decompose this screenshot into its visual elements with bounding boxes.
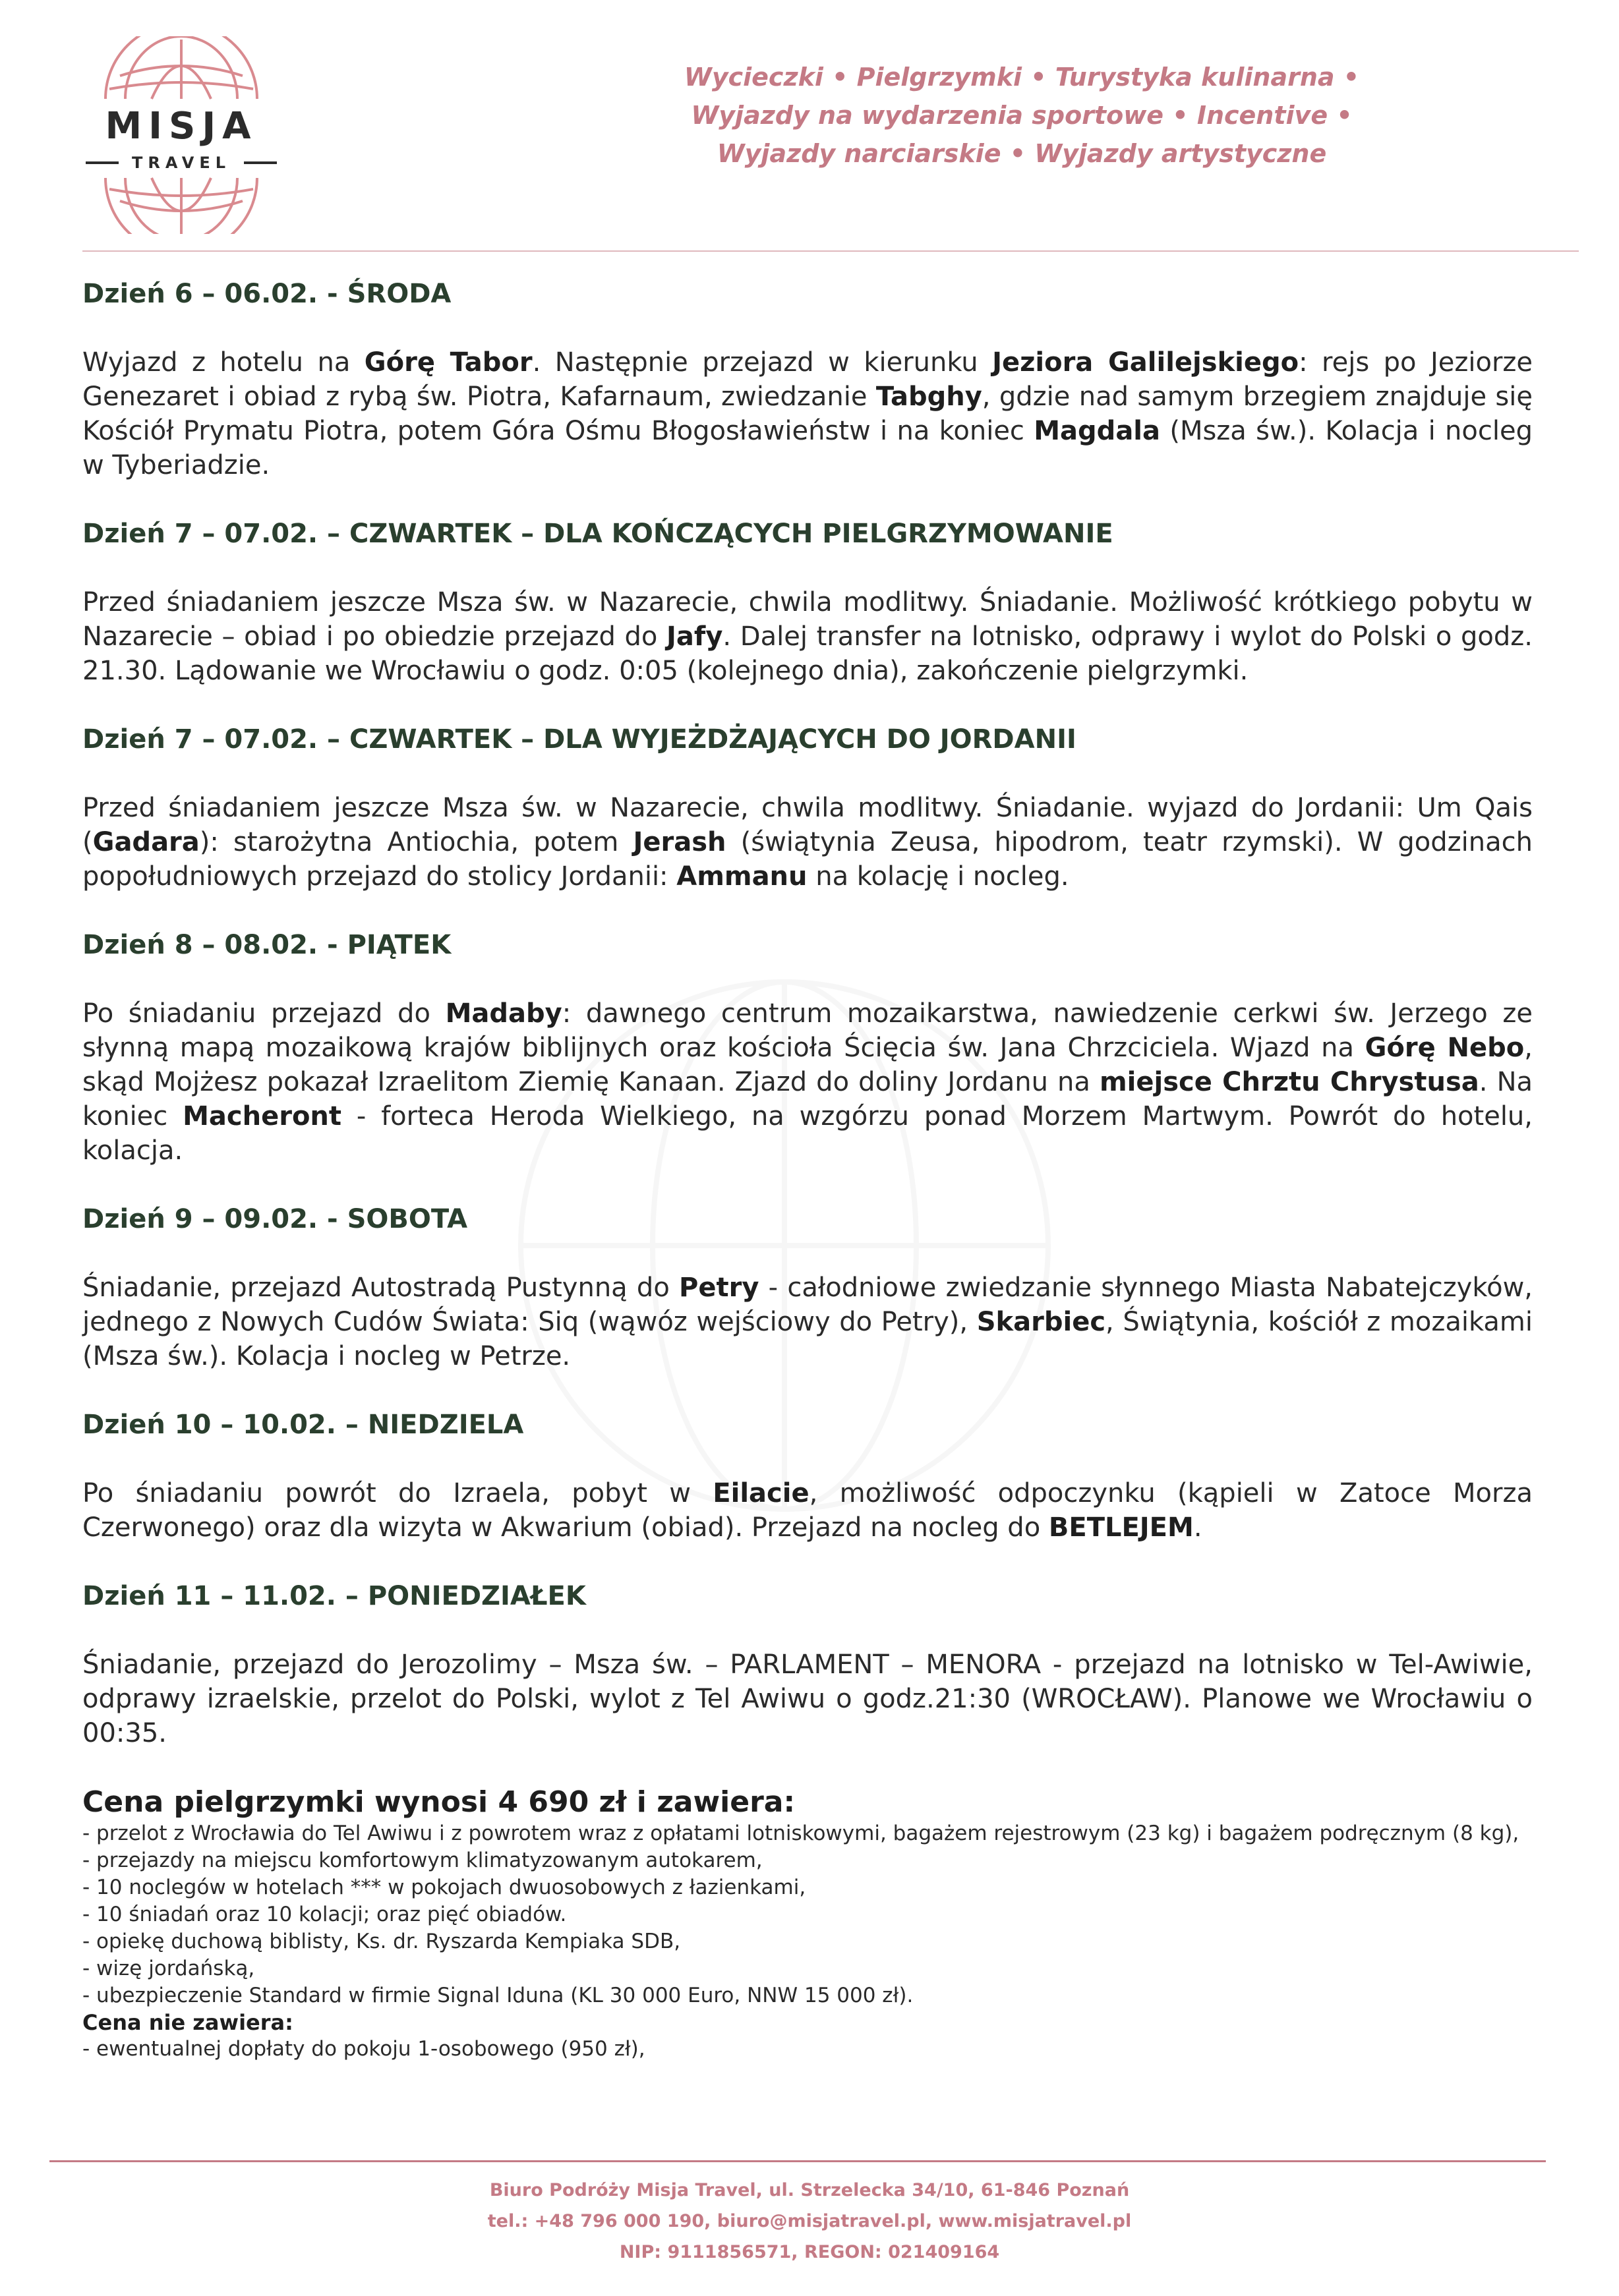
highlighted-place: Górę Tabor bbox=[364, 347, 533, 378]
day-section bbox=[82, 928, 1533, 1168]
day-title: Dzień 10 – 10.02. – NIEDZIELA bbox=[82, 1410, 524, 1440]
company-logo bbox=[79, 36, 283, 234]
day-title: Dzień 9 – 09.02. - SOBOTA bbox=[82, 1204, 468, 1234]
highlighted-place: Eilacie bbox=[713, 1478, 810, 1508]
highlighted-place: Gadara bbox=[92, 827, 200, 857]
highlighted-place: Magdala bbox=[1034, 416, 1161, 446]
price-section bbox=[82, 1785, 1533, 2063]
header-divider bbox=[82, 250, 1579, 252]
tagline-line: Wyjazdy na wydarzenia sportowe • Incentive • bbox=[691, 101, 1353, 130]
highlighted-place: Macheront bbox=[183, 1101, 342, 1132]
price-excludes-list bbox=[82, 2036, 1533, 2063]
footer-divider bbox=[49, 2160, 1546, 2162]
list-item: - przejazdy na miejscu komfortowym klimatyzowanym autokarem, bbox=[82, 1849, 763, 1872]
day-description: Po śniadaniu powrót do Izraela, pobyt w Eilacie, możliwość odpoczynku (kąpieli w Zatoce Morza Czerwonego) oraz dla wizyta w Akwarium (obiad). Przejazd na nocleg do BETLEJEM. bbox=[82, 1478, 1533, 1543]
list-item: - ewentualnej dopłaty do pokoju 1-osobowego (950 zł), bbox=[82, 2037, 645, 2061]
price-title: Cena pielgrzymki wynosi 4 690 zł i zawiera: bbox=[82, 1785, 796, 1819]
footer-contact: tel.: +48 796 000 190, biuro@misjatravel.pl, www.misjatravel.pl bbox=[487, 2211, 1132, 2231]
highlighted-place: miejsce Chrztu Chrystusa bbox=[1100, 1067, 1479, 1097]
list-item: - 10 noclegów w hotelach *** w pokojach dwuosobowych z łazienkami, bbox=[82, 1876, 806, 1899]
day-section bbox=[82, 277, 1533, 482]
list-item: - ubezpieczenie Standard w firmie Signal Iduna (KL 30 000 Euro, NNW 15 000 zł). bbox=[82, 1984, 914, 2007]
list-item: - 10 śniadań oraz 10 kolacji; oraz pięć obiadów. bbox=[82, 1903, 567, 1926]
day-description: Wyjazd z hotelu na Górę Tabor. Następnie przejazd w kierunku Jeziora Galilejskiego: rejs po Jeziorze Genezaret i obiad z rybą św. Piotra, Kafarnaum, zwiedzanie Tabghy, gdzie nad samym brzegiem znajduje się Kościół Prymatu Piotra, potem Góra Ośmu Błogosławieństw i na koniec Magdala (Msza św.). Kolacja i nocleg w Tyberiadzie. bbox=[82, 347, 1533, 480]
highlighted-place: Górę Nebo bbox=[1365, 1033, 1525, 1063]
day-section bbox=[82, 722, 1533, 894]
highlighted-place: Jerash bbox=[633, 827, 726, 857]
footer-registration: NIP: 9111856571, REGON: 021409164 bbox=[619, 2242, 1000, 2262]
footer-address: Biuro Podróży Misja Travel, ul. Strzelecka 34/10, 61-846 Poznań bbox=[489, 2180, 1130, 2200]
highlighted-place: Madaby bbox=[445, 998, 562, 1029]
day-description: Śniadanie, przejazd Autostradą Pustynną do Petry - całodniowe zwiedzanie słynnego Miasta Nabatejczyków, jednego z Nowych Cudów Świata: Siq (wąwóz wejściowy do Petry), Skarbiec, Świątynia, kościół z mozaikami (Msza św.). Kolacja i nocleg w Petrze. bbox=[82, 1273, 1533, 1371]
tagline-line: Wycieczki • Pielgrzymki • Turystyka kulinarna • bbox=[684, 63, 1360, 92]
highlighted-place: BETLEJEM bbox=[1048, 1512, 1194, 1543]
day-description: Śniadanie, przejazd do Jerozolimy – Msza św. – PARLAMENT – MENORA - przejazd na lotnisko w Tel-Awiwie, odprawy izraelskie, przelot do Polski, wylot z Tel Awiwu o godz.21:30 (WROCŁAW). Planowe we Wrocławiu o 00:35. bbox=[82, 1650, 1533, 1748]
header-tagline bbox=[514, 58, 1529, 173]
day-description: Po śniadaniu przejazd do Madaby: dawnego centrum mozaikarstwa, nawiedzenie cerkwi św. Jerzego ze słynną mapą mozaikową krajów biblijnych oraz kościoła Ścięcia św. Jana Chrzciciela. Wjazd na Górę Nebo, skąd Mojżesz pokazał Izraelitom Ziemię Kanaan. Zjazd do doliny Jordanu na miejsce Chrztu Chrystusa. Na koniec Macheront - forteca Heroda Wielkiego, na wzgórzu ponad Morzem Martwym. Powrót do hotelu, kolacja. bbox=[82, 998, 1533, 1166]
price-includes-list bbox=[82, 1820, 1533, 2009]
day-description: Przed śniadaniem jeszcze Msza św. w Nazarecie, chwila modlitwy. Śniadanie. Możliwość krótkiego pobytu w Nazarecie – obiad i po obiedzie przejazd do Jafy. Dalej transfer na lotnisko, odprawy i wylot do Polski o godz. 21.30. Lądowanie we Wrocławiu o godz. 0:05 (kolejnego dnia), zakończenie pielgrzymki. bbox=[82, 587, 1533, 686]
day-title: Dzień 7 – 07.02. – CZWARTEK – DLA KOŃCZĄCYCH PIELGRZYMOWANIE bbox=[82, 519, 1113, 549]
highlighted-place: Skarbiec bbox=[976, 1307, 1106, 1337]
day-section bbox=[82, 1202, 1533, 1373]
day-section bbox=[82, 1408, 1533, 1545]
day-title: Dzień 11 – 11.02. – PONIEDZIAŁEK bbox=[82, 1581, 586, 1611]
logo-subtitle: TRAVEL bbox=[131, 154, 231, 172]
day-title: Dzień 6 – 06.02. - ŚRODA bbox=[82, 279, 452, 309]
itinerary bbox=[82, 277, 1533, 2063]
day-description: Przed śniadaniem jeszcze Msza św. w Nazarecie, chwila modlitwy. Śniadanie. wyjazd do Jordanii: Um Qais (Gadara): starożytna Antiochia, potem Jerash (świątynia Zeusa, hipodrom, teatr rzymski). W godzinach popołudniowych przejazd do stolicy Jordanii: Ammanu na kolację i nocleg. bbox=[82, 793, 1533, 892]
list-item: - opiekę duchową biblisty, Ks. dr. Ryszarda Kempiaka SDB, bbox=[82, 1930, 681, 1953]
list-item: - przelot z Wrocławia do Tel Awiwu i z powrotem wraz z opłatami lotniskowymi, bagażem rejestrowym (23 kg) i bagażem podręcznym (8 kg), bbox=[82, 1822, 1519, 1845]
day-section bbox=[82, 1579, 1533, 1750]
list-item: - wizę jordańską, bbox=[82, 1957, 255, 1980]
highlighted-place: Ammanu bbox=[676, 861, 808, 892]
logo-wordmark: MISJA bbox=[105, 105, 258, 148]
price-excludes-title: Cena nie zawiera: bbox=[82, 2010, 293, 2035]
day-section bbox=[82, 517, 1533, 688]
day-title: Dzień 7 – 07.02. – CZWARTEK – DLA WYJEŻDŻAJĄCYCH DO JORDANII bbox=[82, 724, 1076, 755]
footer bbox=[0, 2175, 1619, 2268]
highlighted-place: Jafy bbox=[666, 621, 723, 652]
highlighted-place: Jeziora Galilejskiego bbox=[992, 347, 1299, 378]
highlighted-place: Petry bbox=[679, 1273, 759, 1303]
highlighted-place: Tabghy bbox=[875, 382, 982, 412]
day-title: Dzień 8 – 08.02. - PIĄTEK bbox=[82, 930, 452, 960]
tagline-line: Wyjazdy narciarskie • Wyjazdy artystyczne bbox=[717, 139, 1327, 168]
